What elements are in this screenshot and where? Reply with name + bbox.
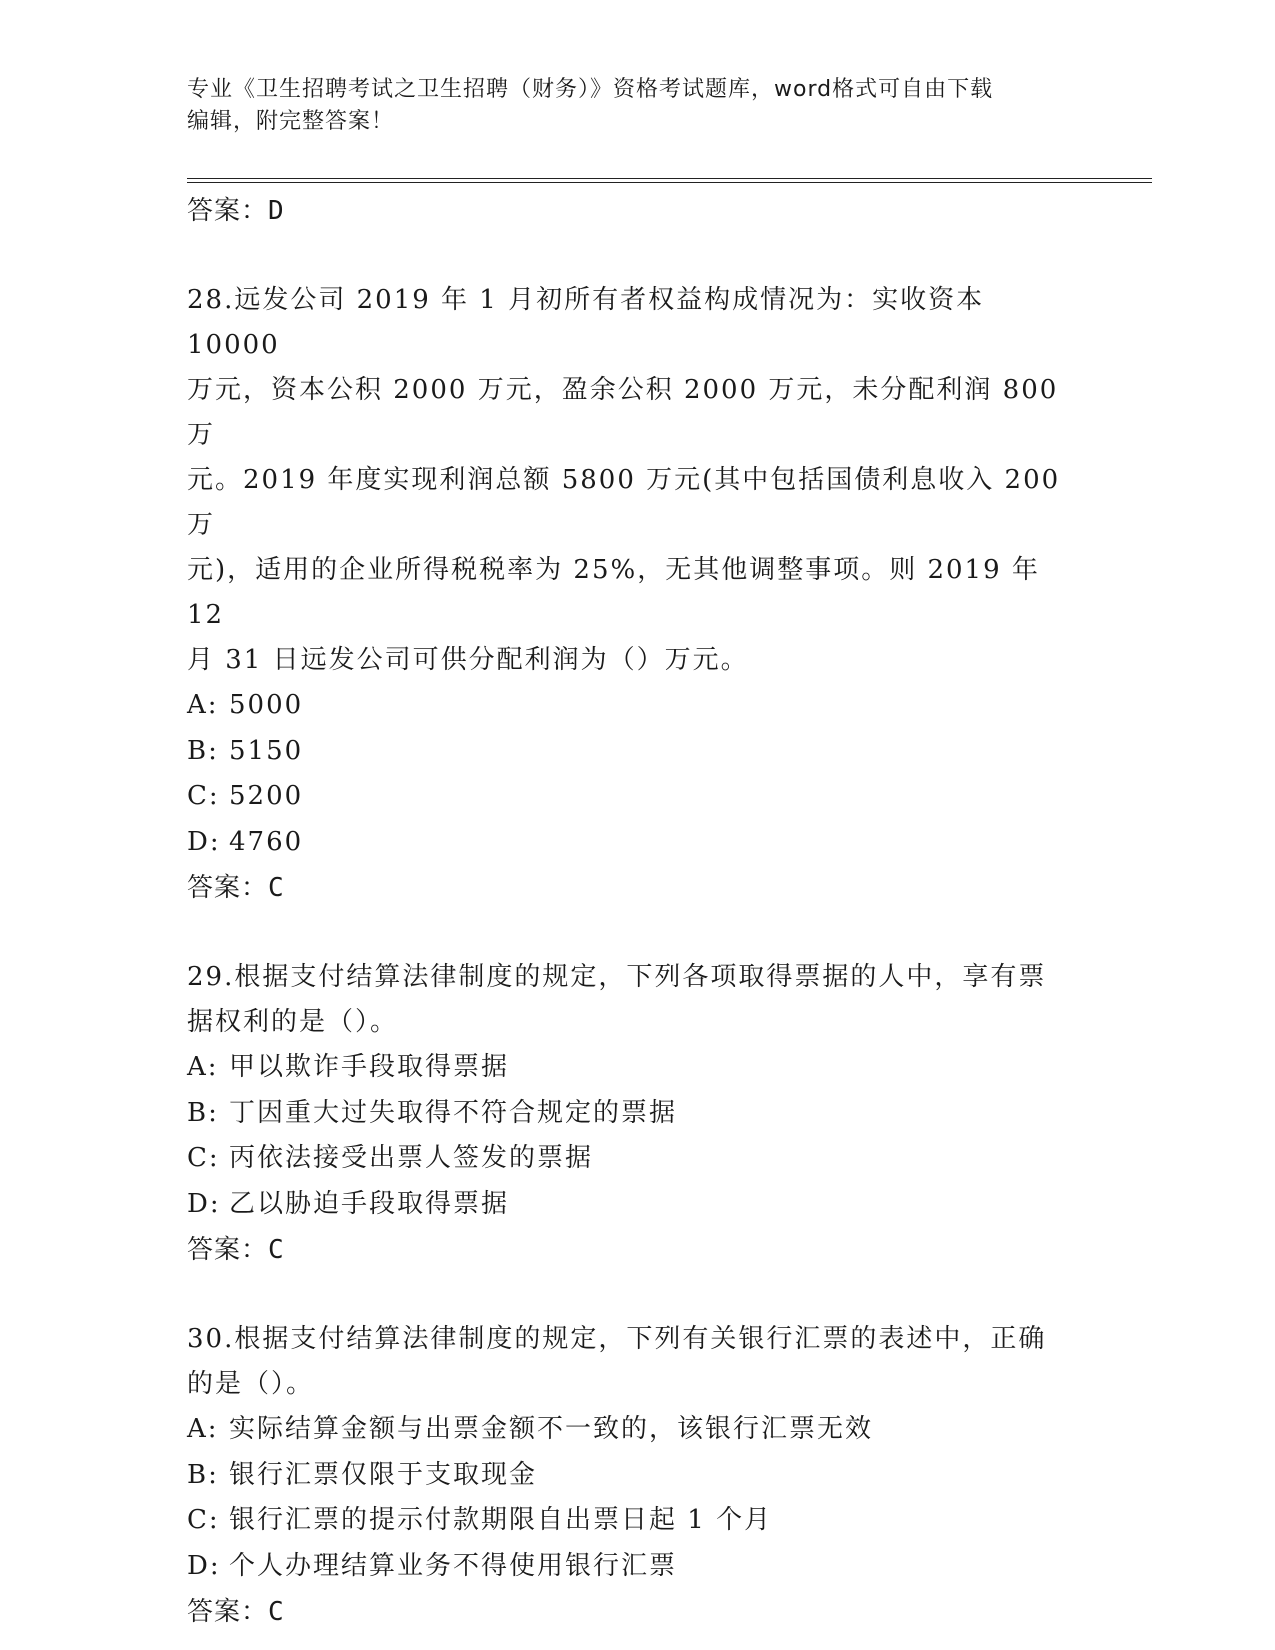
- question-text-line: 元。2019 年度实现利润总额 5800 万元(其中包括国债利息收入 200 万: [187, 465, 1061, 540]
- question-text: [187, 1317, 1087, 1407]
- option-letter: B:: [187, 1459, 219, 1490]
- option-a: [187, 683, 1087, 729]
- answer-value: C: [268, 1235, 285, 1265]
- answer-label: 答案：: [187, 1597, 269, 1627]
- option-b: [187, 1453, 1087, 1499]
- option-a: [187, 1407, 1087, 1453]
- option-text: 乙以胁迫手段取得票据: [229, 1188, 510, 1219]
- option-c: [187, 1498, 1087, 1544]
- question-text: [187, 955, 1087, 1045]
- option-letter: B:: [187, 735, 219, 766]
- option-letter: A:: [187, 1052, 219, 1082]
- answer-line: [187, 188, 1087, 234]
- option-text: 丁因重大过失取得不符合规定的票据: [229, 1097, 678, 1128]
- option-letter: D:: [187, 1550, 221, 1581]
- option-text: 5150: [229, 735, 304, 766]
- header-divider-bottom: [187, 182, 1152, 183]
- question-text-line: 月 31 日远发公司可供分配利润为（）万元。: [187, 645, 749, 675]
- option-d: [187, 1182, 1087, 1228]
- answer-value: C: [268, 873, 285, 903]
- answer-label: 答案：: [187, 873, 269, 903]
- option-letter: A:: [187, 1414, 219, 1444]
- answer-line: [187, 1589, 1087, 1635]
- question-text: [187, 278, 1087, 683]
- option-text: 5200: [229, 781, 304, 811]
- option-b: [187, 1091, 1087, 1137]
- answer-value: D: [268, 196, 285, 226]
- option-text: 实际结算金额与出票金额不一致的，该银行汇票无效: [229, 1414, 874, 1444]
- question-list: [187, 188, 1087, 1635]
- option-b: [187, 729, 1087, 775]
- header-line-1: 专业《卫生招聘考试之卫生招聘（财务）》资格考试题库，word格式可自由下载: [187, 77, 994, 102]
- option-c: [187, 774, 1087, 820]
- question-text-line: 万元，资本公积 2000 万元，盈余公积 2000 万元，未分配利润 800 万: [187, 375, 1059, 450]
- header-line-2: 编辑，附完整答案！: [187, 109, 395, 134]
- option-text: 银行汇票仅限于支取现金: [229, 1459, 538, 1490]
- question-text-line: 据权利的是（）。: [187, 1007, 399, 1037]
- option-c: [187, 1136, 1087, 1182]
- option-text: 个人办理结算业务不得使用银行汇票: [229, 1550, 678, 1581]
- answer-line: [187, 865, 1087, 911]
- option-letter: C:: [187, 781, 220, 811]
- question-text-line: 28.远发公司 2019 年 1 月初所有者权益构成情况为：实收资本 10000: [187, 285, 985, 360]
- option-text: 丙依法接受出票人签发的票据: [229, 1143, 594, 1173]
- document-header: [187, 74, 1087, 138]
- option-text: 银行汇票的提示付款期限自出票日起 1 个月: [229, 1505, 773, 1535]
- option-letter: C:: [187, 1505, 220, 1535]
- question-30: [187, 1317, 1087, 1635]
- option-d: [187, 820, 1087, 866]
- question-28: [187, 278, 1087, 911]
- question-text-line: 元)，适用的企业所得税税率为 25%，无其他调整事项。则 2019 年 12: [187, 555, 1040, 630]
- option-letter: A:: [187, 690, 219, 720]
- question-text-line: 的是（）。: [187, 1369, 315, 1399]
- question-text-line: 30.根据支付结算法律制度的规定，下列有关银行汇票的表述中，正确: [187, 1324, 1047, 1354]
- option-text: 甲以欺诈手段取得票据: [229, 1052, 510, 1082]
- option-text: 5000: [229, 690, 304, 720]
- option-letter: D:: [187, 1188, 221, 1219]
- option-letter: C:: [187, 1143, 220, 1173]
- answer-value: C: [268, 1597, 285, 1627]
- question-text-line: 29.根据支付结算法律制度的规定，下列各项取得票据的人中，享有票: [187, 962, 1047, 992]
- answer-line: [187, 1227, 1087, 1273]
- answer-label: 答案：: [187, 196, 269, 226]
- answer-label: 答案：: [187, 1235, 269, 1265]
- option-text: 4760: [229, 826, 304, 857]
- question-29: [187, 955, 1087, 1273]
- option-a: [187, 1045, 1087, 1091]
- option-d: [187, 1544, 1087, 1590]
- option-letter: D:: [187, 826, 221, 857]
- header-divider-top: [187, 178, 1152, 179]
- option-letter: B:: [187, 1097, 219, 1128]
